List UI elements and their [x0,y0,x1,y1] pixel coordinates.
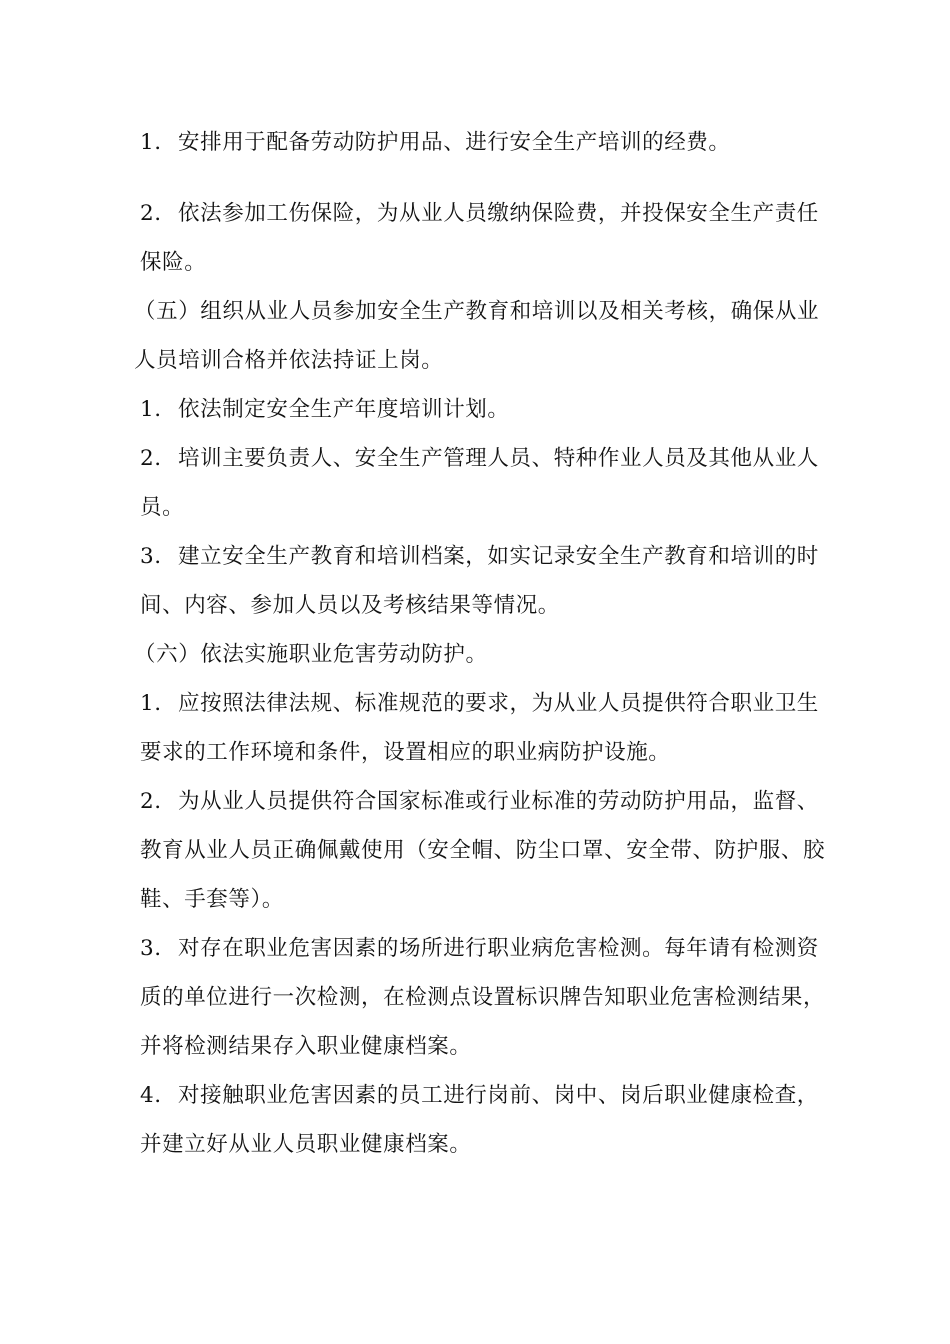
paragraph-text: 依法制定安全生产年度培训计划。 [178,397,510,422]
item-number: 1. [140,397,162,422]
section-text: （五）组织从业人员参加安全生产教育和培训以及相关考核，确保从业人员培训合格并依法持证上岗。 [134,299,820,373]
paragraph-text: 培训主要负责人、安全生产管理人员、特种作业人员及其他从业人员。 [140,446,819,520]
paragraph-item [140,1071,830,1169]
item-number: 3. [140,544,162,569]
paragraph-item [140,118,830,167]
paragraph-item [140,189,830,287]
paragraph-text: 对接触职业危害因素的员工进行岗前、岗中、岗后职业健康检查，并建立好从业人员职业健康档案。 [140,1083,819,1157]
paragraph-text: 安排用于配备劳动防护用品、进行安全生产培训的经费。 [178,130,731,155]
item-number: 4. [140,1083,162,1108]
paragraph-text: 为从业人员提供符合国家标准或行业标准的劳动防护用品，监督、教育从业人员正确佩戴使用（安全帽、防尘口罩、安全带、防护服、胶鞋、手套等）。 [140,789,826,912]
paragraph-item [140,385,830,434]
section-text: （六）依法实施职业危害劳动防护。 [134,642,488,667]
paragraph-text: 对存在职业危害因素的场所进行职业病危害检测。每年请有检测资质的单位进行一次检测，在检测点设置标识牌告知职业危害检测结果，并将检测结果存入职业健康档案。 [140,936,826,1059]
item-number: 1. [140,691,162,716]
paragraph-item [140,532,830,630]
item-number: 2. [140,446,162,471]
paragraph-item [140,434,830,532]
section-heading-five [134,287,830,385]
document-body [134,118,830,1169]
paragraph-text: 依法参加工伤保险，为从业人员缴纳保险费，并投保安全生产责任保险。 [140,201,819,275]
item-number: 2. [140,789,162,814]
item-number: 2. [140,201,162,226]
section-heading-six [134,630,830,679]
paragraph-item [140,679,830,777]
paragraph-item [140,777,830,924]
paragraph-text: 建立安全生产教育和培训档案，如实记录安全生产教育和培训的时间、内容、参加人员以及考核结果等情况。 [140,544,819,618]
item-number: 3. [140,936,162,961]
paragraph-text: 应按照法律法规、标准规范的要求，为从业人员提供符合职业卫生要求的工作环境和条件，设置相应的职业病防护设施。 [140,691,819,765]
item-number: 1. [140,130,162,155]
paragraph-item [140,924,830,1071]
